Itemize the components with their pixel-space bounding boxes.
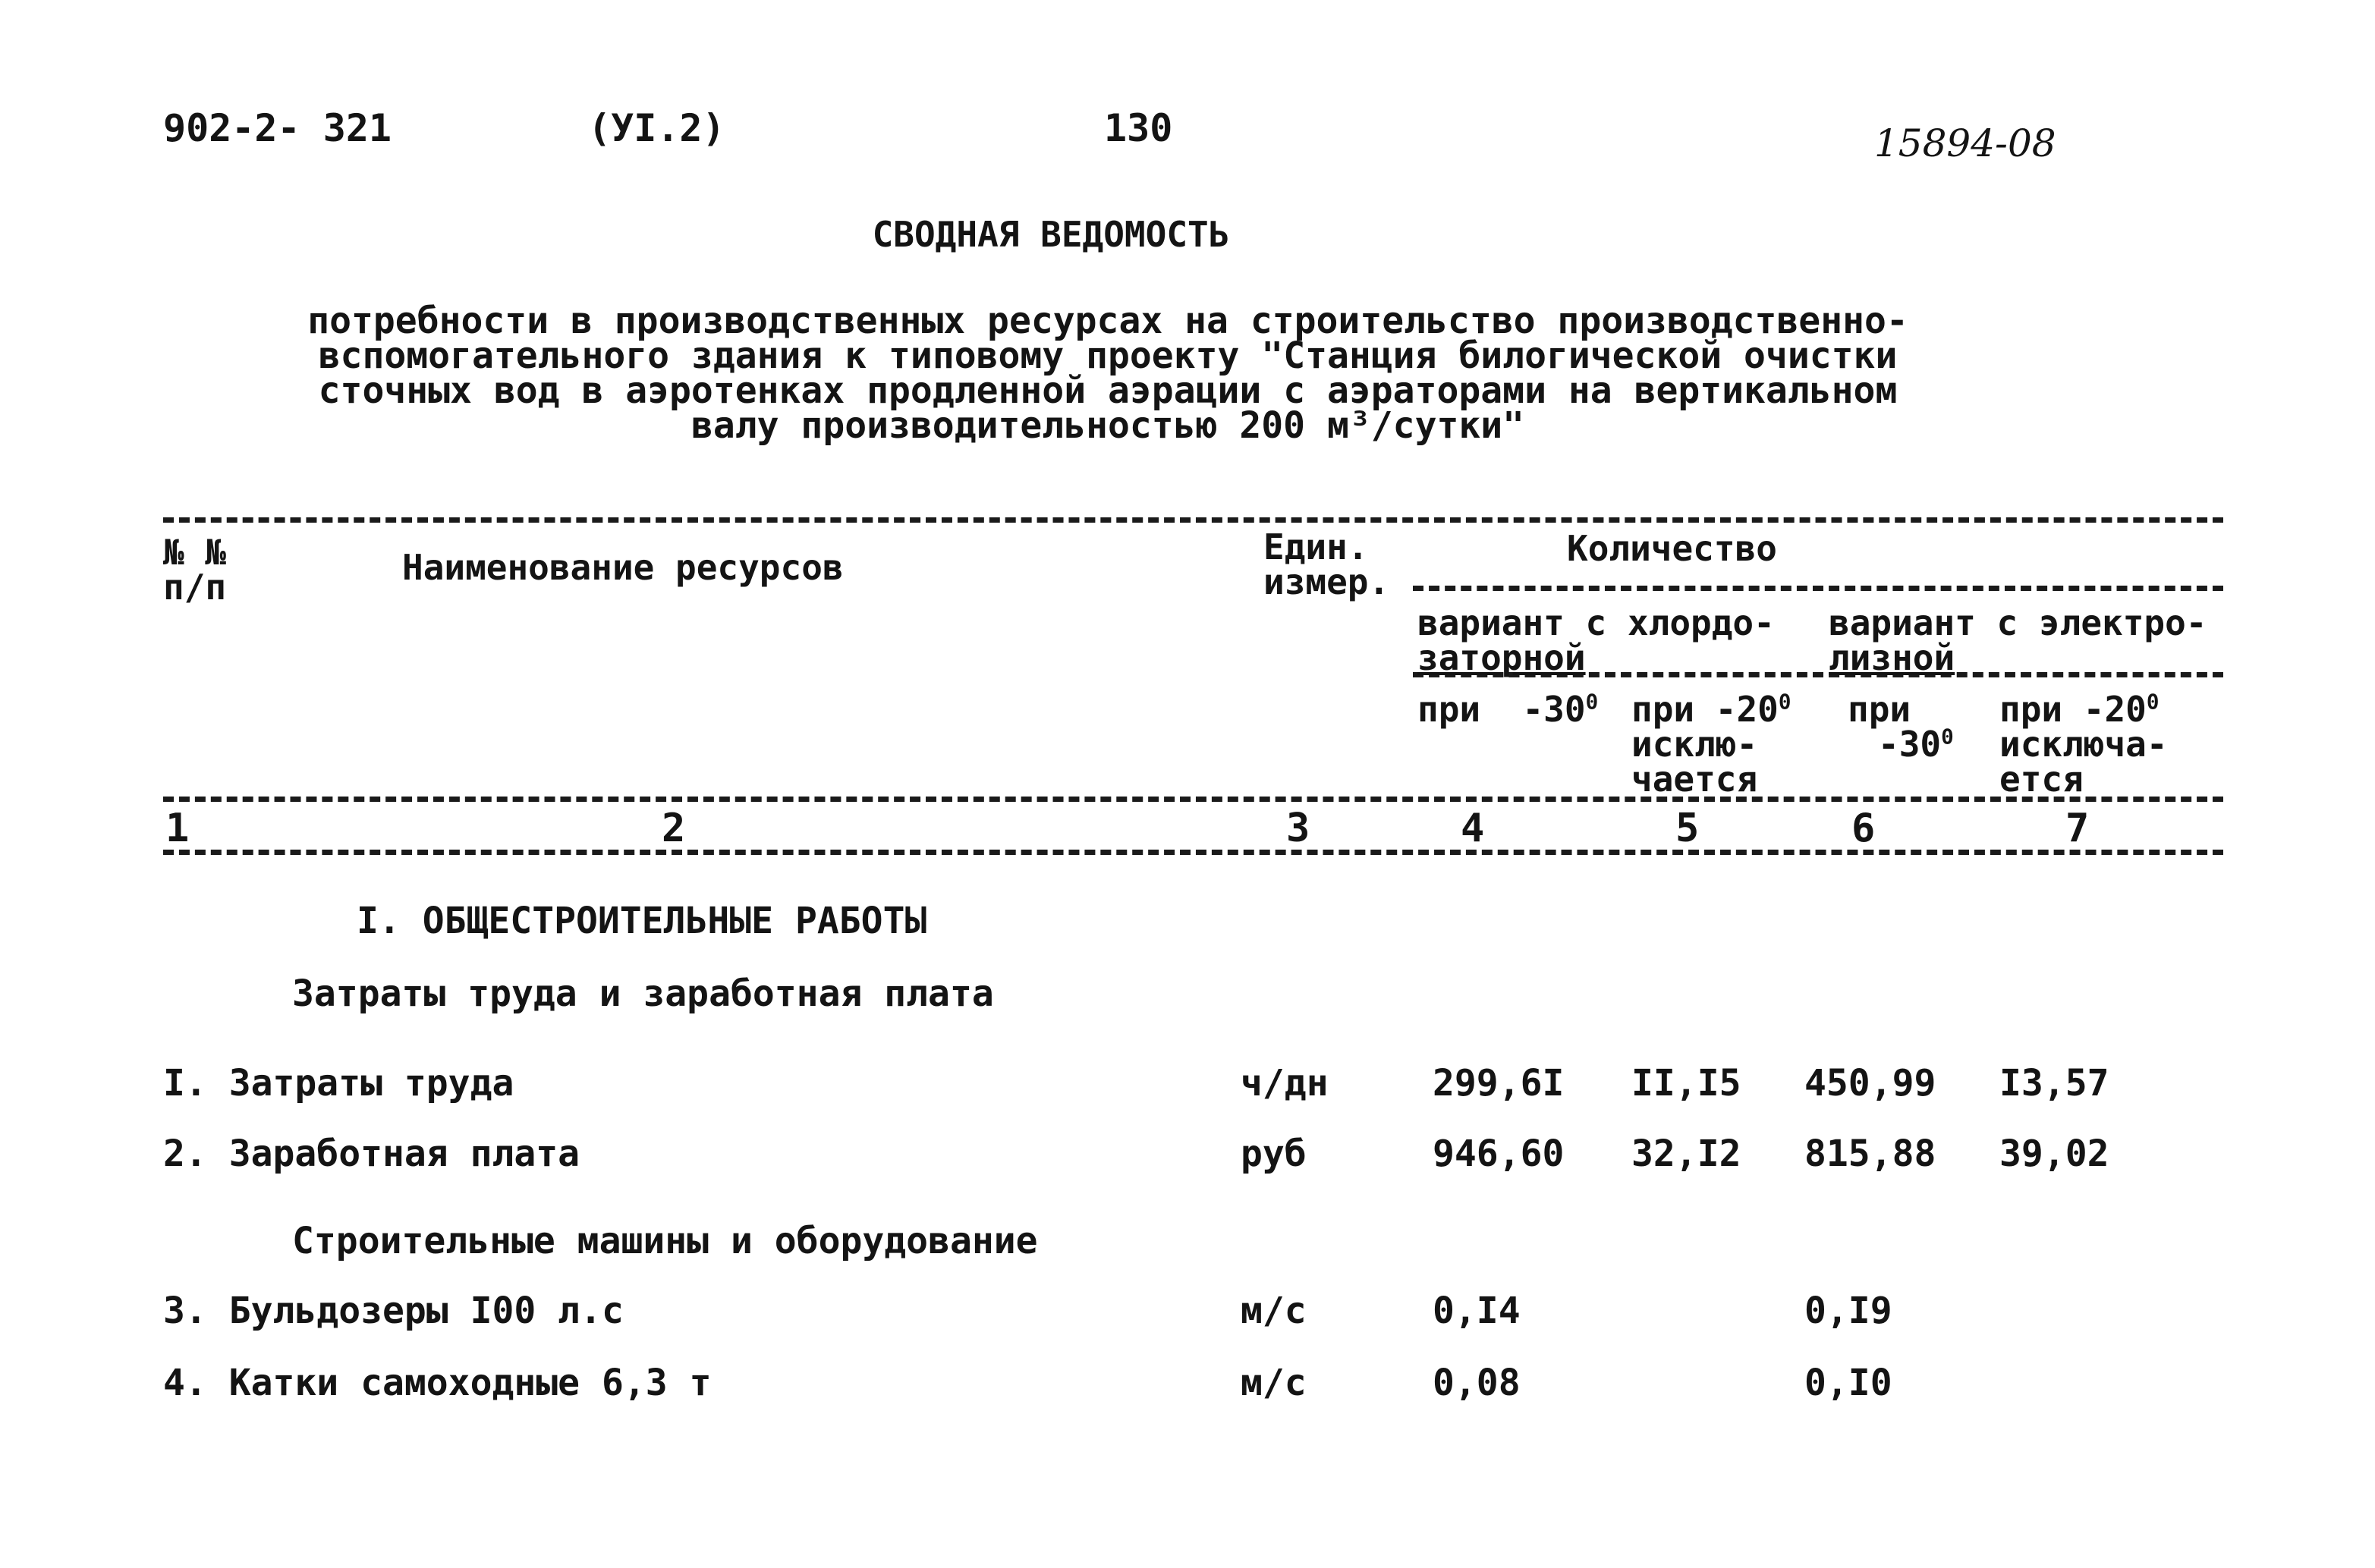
row-unit: м/с [1241, 1362, 1307, 1404]
header-col4: при $-30^0$ [1417, 689, 1599, 730]
page-number: 130 [1104, 106, 1173, 150]
row-name: 2. Заработная плата [163, 1133, 580, 1175]
document-title: СВОДНАЯ ВЕДОМОСТЬ [872, 214, 1230, 255]
column-number-3: 3 [1286, 806, 1310, 851]
column-number-5: 5 [1675, 806, 1700, 851]
header-col6: при $-30^0$ [1848, 689, 1954, 765]
inventory-number: 15894-08 [1874, 121, 2056, 165]
table-top-rule [163, 517, 2223, 523]
doc-code: 902-2- 321 [163, 106, 392, 150]
header-col5: при $-20^0$ исклю- чается [1631, 689, 1791, 800]
group-title: Затраты труда и заработная плата [292, 973, 994, 1015]
row-value-col6: 0,I9 [1804, 1290, 1892, 1332]
column-number-7: 7 [2065, 806, 2090, 851]
row-value-col4: 0,I4 [1433, 1290, 1521, 1332]
column-number-2: 2 [662, 806, 686, 851]
quantity-rule [1413, 586, 2223, 591]
degree-mark: 0 [1778, 689, 1791, 715]
header-unit: Един. измер. [1263, 526, 1390, 602]
subtitle-line-4: валу производительностью 200 м³/сутки" [690, 404, 1525, 447]
header-quantity: Количество [1567, 528, 1777, 569]
section-title: I. ОБЩЕСТРОИТЕЛЬНЫЕ РАБОТЫ [357, 900, 927, 942]
row-value-col4: 0,08 [1433, 1362, 1521, 1404]
row-name: 3. Бульдозеры I00 л.с [163, 1290, 624, 1332]
subtitle-line-2: вспомогательного здания к типовому проекту "Станция билогической очистки [318, 335, 1898, 377]
degree-mark: 0 [1585, 689, 1599, 715]
row-value-col4: 946,60 [1433, 1133, 1565, 1175]
header-variant-1: вариант с хлордо- заторной [1417, 602, 1775, 678]
row-name: 4. Катки самоходные 6,3 т [163, 1362, 712, 1404]
subtitle-line-3: сточных вод в аэротенках продленной аэрации с аэраторами на вертикальном [318, 369, 1898, 412]
column-number-6: 6 [1851, 806, 1876, 851]
row-value-col7: 39,02 [1999, 1133, 2109, 1175]
row-value-col6: 0,I0 [1804, 1362, 1892, 1404]
header-resource-name: Наименование ресурсов [402, 547, 844, 588]
row-value-col6: 815,88 [1804, 1133, 1936, 1175]
column-number-rule [163, 850, 2223, 855]
header-variant-2: вариант с электро- лизной [1829, 602, 2207, 678]
degree-mark: 0 [2146, 689, 2160, 715]
column-number-1: 1 [165, 806, 190, 851]
row-value-col6: 450,99 [1804, 1062, 1936, 1105]
row-name: I. Затраты труда [163, 1062, 514, 1105]
subtitle-line-1: потребности в производственных ресурсах на строительство производственно- [307, 300, 1908, 342]
row-unit: руб [1241, 1133, 1307, 1175]
row-value-col7: I3,57 [1999, 1062, 2109, 1105]
header-number-label: № № п/п [163, 532, 227, 608]
row-value-col5: 32,I2 [1631, 1133, 1741, 1175]
header-col7: при $-20^0$ исключа- ется [1999, 689, 2168, 800]
header-bottom-rule [163, 797, 2223, 802]
row-unit: ч/дн [1241, 1062, 1329, 1105]
group-title: Строительные машины и оборудование [292, 1220, 1038, 1262]
row-value-col5: II,I5 [1631, 1062, 1741, 1105]
row-value-col4: 299,6I [1433, 1062, 1565, 1105]
column-number-4: 4 [1461, 806, 1485, 851]
degree-mark: 0 [1941, 724, 1954, 749]
album-number: (УI.2) [588, 106, 725, 150]
row-unit: м/с [1241, 1290, 1307, 1332]
